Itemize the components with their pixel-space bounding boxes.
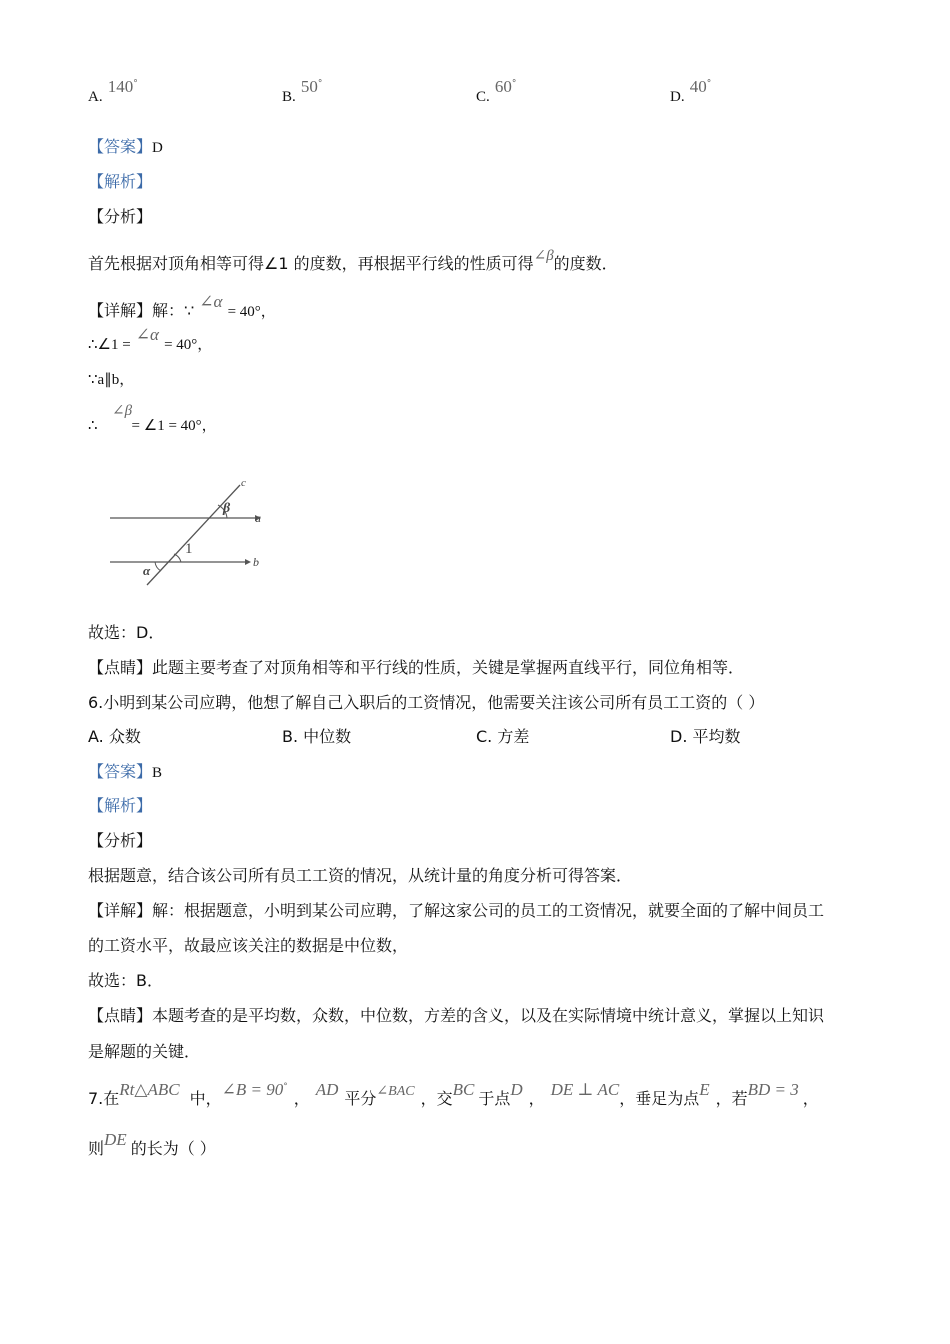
q5-detail-beta: ∠β	[112, 403, 133, 419]
q5-detail-line-3: ∵a∥b，	[88, 372, 135, 388]
line-c	[147, 485, 240, 585]
q7-question-line-2: 则DE 的长为（ ）	[88, 1130, 216, 1158]
q6-option-a: A. 众数	[88, 727, 141, 746]
q6-fenxi-tag: 【分析】	[88, 831, 153, 850]
q5-detail-line-2: ∴∠1 = ∠α = 40°，	[88, 325, 213, 353]
label-b: b	[253, 555, 259, 569]
q5-option-b: B. 50°	[282, 77, 323, 105]
label-a: a	[255, 511, 261, 525]
q6-option-d: D. 平均数	[670, 727, 741, 746]
q6-comment-line-2: 是解题的关键．	[88, 1042, 201, 1061]
q5-choose: 故选：D．	[88, 623, 165, 642]
q5-fenxi-tag: 【分析】	[88, 207, 153, 226]
label-1: 1	[185, 541, 193, 557]
line-b-arrow	[245, 559, 251, 565]
label-beta: β	[223, 501, 231, 516]
angle-alpha-arc	[155, 562, 161, 571]
q6-question: 6.小明到某公司应聘，他想了解自己入职后的工资情况，他需要关注该公司所有员工工资的（ ）	[88, 693, 765, 712]
label-c: c	[241, 477, 246, 489]
q5-answer: 【答案】D	[88, 137, 163, 156]
q6-option-b: B. 中位数	[282, 727, 352, 746]
q6-detail-line-2: 的工资水平，故最应该关注的数据是中位数，	[88, 936, 409, 955]
q6-option-c: C. 方差	[476, 727, 530, 746]
q5-comment: 【点睛】此题主要考查了对顶角相等和平行线的性质，关键是掌握两直线平行，同位角相等．	[88, 658, 745, 677]
parallel-lines-figure	[105, 475, 275, 590]
q5-fenxi-text: 首先根据对顶角相等可得∠1 的度数，再根据平行线的性质可得∠β的度数．	[88, 248, 618, 273]
q7-question-line-1: 7.在Rt△ABC 中，∠B = 90°， AD 平分∠BAC ，交BC 于点D ， DE ⊥ AC，垂足为点E ，若BD = 3 ，	[88, 1080, 819, 1108]
q6-detail-line-1: 【详解】解：根据题意，小明到某公司应聘，了解这家公司的员工的工资情况，就要全面的了解中间员工	[88, 901, 825, 920]
q5-option-a: A. 140°	[88, 77, 138, 105]
q6-analysis-tag: 【解析】	[88, 796, 153, 815]
q5-detail-line-4: ∴ = ∠1 = 40°，	[88, 418, 217, 434]
q5-analysis-tag: 【解析】	[88, 172, 153, 191]
q6-answer: 【答案】B	[88, 762, 163, 781]
q5-detail-line-1: 【详解】解：∵ ∠α = 40°，	[88, 292, 276, 320]
label-alpha: α	[143, 563, 151, 578]
q6-fenxi-text: 根据题意，结合该公司所有员工工资的情况，从统计量的角度分析可得答案．	[88, 866, 633, 885]
q5-option-d: D. 40°	[670, 77, 712, 105]
q6-choose: 故选：B．	[88, 971, 163, 990]
q6-comment-line-1: 【点睛】本题考查的是平均数，众数，中位数，方差的含义，以及在实际情境中统计意义，掌握以上知识	[88, 1006, 825, 1025]
q5-option-c: C. 60°	[476, 77, 517, 105]
